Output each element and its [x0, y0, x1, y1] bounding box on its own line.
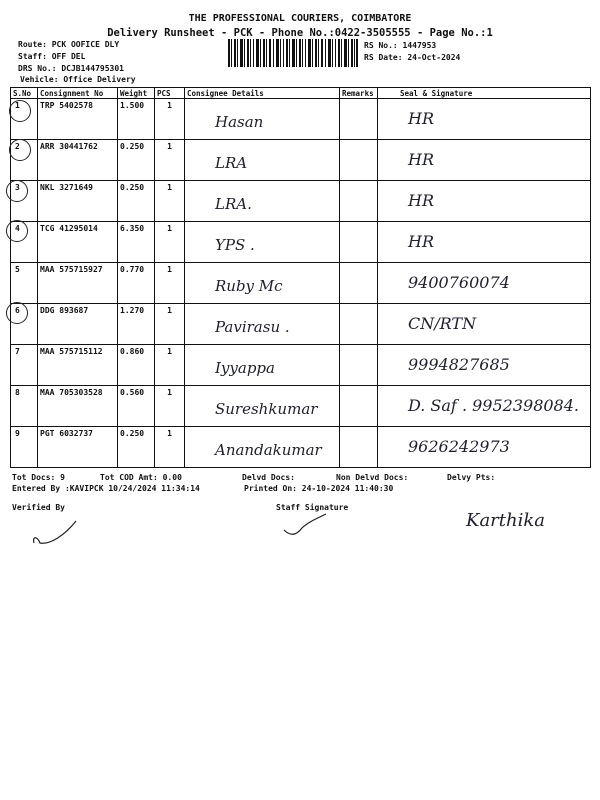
cell-sno: 1 [11, 99, 38, 140]
cell-consignee [185, 140, 340, 181]
sno-circle-mark [9, 100, 31, 122]
staff-label: Staff: OFF DEL [18, 52, 86, 61]
staff-signature-label: Staff Signature [276, 503, 349, 512]
cell-consignment: MAA 705303528 [38, 386, 118, 427]
cell-signature [378, 304, 591, 345]
sno-circle-mark [6, 302, 28, 324]
table-row [11, 304, 591, 345]
cell-signature [378, 386, 591, 427]
cell-remarks [340, 304, 378, 345]
sno-circle-mark [6, 220, 28, 242]
handwritten-consignee: Iyyappa [215, 359, 275, 377]
col-remarks: Remarks [340, 88, 378, 99]
delivered-docs: Delvd Docs: [242, 473, 295, 482]
cell-weight: 0.560 [118, 386, 155, 427]
handwritten-signature: CN/RTN [408, 314, 477, 333]
cell-remarks [340, 140, 378, 181]
staff-signature [280, 510, 330, 540]
cell-remarks [340, 99, 378, 140]
table-row [11, 181, 591, 222]
runsheet-table [10, 87, 591, 468]
cell-sno: 4 [11, 222, 38, 263]
col-consignee: Consignee Details [185, 88, 340, 99]
table-row [11, 386, 591, 427]
total-docs: Tot Docs: 9 [12, 473, 65, 482]
cell-consignment: TRP 5402578 [38, 99, 118, 140]
cell-consignment: PGT 6032737 [38, 427, 118, 468]
handwritten-consignee: Anandakumar [215, 441, 322, 459]
cell-consignee [185, 386, 340, 427]
cell-consignment: MAA 575715112 [38, 345, 118, 386]
table-row [11, 99, 591, 140]
cell-sno: 9 [11, 427, 38, 468]
cell-signature [378, 427, 591, 468]
cell-signature [378, 345, 591, 386]
handwritten-consignee: Sureshkumar [215, 400, 318, 418]
cell-signature [378, 222, 591, 263]
table-row [11, 427, 591, 468]
rs-number: RS No.: 1447953 [364, 41, 437, 50]
cell-pcs: 1 [155, 304, 185, 345]
cell-weight: 6.350 [118, 222, 155, 263]
cell-remarks [340, 345, 378, 386]
handwritten-name: Karthika [466, 510, 546, 531]
cell-consignment: DDG 893687 [38, 304, 118, 345]
cell-weight: 1.500 [118, 99, 155, 140]
col-weight: Weight [118, 88, 155, 99]
sno-circle-mark [9, 139, 31, 161]
cell-pcs: 1 [155, 386, 185, 427]
cell-remarks [340, 427, 378, 468]
handwritten-signature: HR [408, 232, 434, 251]
table-row [11, 140, 591, 181]
cell-signature [378, 99, 591, 140]
sno-circle-mark [6, 180, 28, 202]
cell-consignment: NKL 3271649 [38, 181, 118, 222]
verified-signature [30, 515, 80, 550]
runsheet-title: Delivery Runsheet - PCK - Phone No.:0422-3505555 - Page No.:1 [107, 27, 493, 39]
handwritten-signature: 9994827685 [408, 355, 510, 374]
cell-consignee [185, 304, 340, 345]
cell-sno: 2 [11, 140, 38, 181]
non-delivered-docs: Non Delvd Docs: [336, 473, 409, 482]
table-row [11, 345, 591, 386]
handwritten-consignee: LRA [215, 154, 248, 172]
cell-remarks [340, 386, 378, 427]
handwritten-signature: 9400760074 [408, 273, 510, 292]
cell-pcs: 1 [155, 263, 185, 304]
col-consignment: Consignment No [38, 88, 118, 99]
cell-sno: 5 [11, 263, 38, 304]
cell-consignee [185, 427, 340, 468]
col-pcs: PCS [155, 88, 185, 99]
cell-consignee [185, 345, 340, 386]
handwritten-consignee: LRA. [215, 195, 252, 213]
cell-consignment: TCG 41295014 [38, 222, 118, 263]
rs-date: RS Date: 24-Oct-2024 [364, 53, 461, 62]
route-label: Route: PCK OOFICE DLY [18, 40, 120, 49]
cell-weight: 0.250 [118, 181, 155, 222]
cell-consignee [185, 181, 340, 222]
cell-consignee [185, 99, 340, 140]
cell-sno: 6 [11, 304, 38, 345]
cell-pcs: 1 [155, 99, 185, 140]
barcode [228, 39, 358, 67]
vehicle-label: Vehicle: Office Delivery [20, 75, 136, 84]
entered-by: Entered By :KAVIPCK 10/24/2024 11:34:14 [12, 484, 200, 493]
company-title: THE PROFESSIONAL COURIERS, COIMBATORE [188, 13, 412, 24]
table-row [11, 263, 591, 304]
handwritten-signature: HR [408, 109, 434, 128]
cell-consignment: ARR 30441762 [38, 140, 118, 181]
cell-pcs: 1 [155, 427, 185, 468]
handwritten-signature: D. Saf . 9952398084. [408, 396, 579, 415]
cell-weight: 0.770 [118, 263, 155, 304]
drs-label: DRS No.: DCJB144795301 [18, 64, 124, 73]
cell-sno: 3 [11, 181, 38, 222]
cell-weight: 0.860 [118, 345, 155, 386]
col-signature: Seal & Signature [378, 88, 591, 99]
printed-on: Printed On: 24-10-2024 11:40:30 [244, 484, 394, 493]
handwritten-consignee: Ruby Mc [215, 277, 283, 295]
handwritten-signature: HR [408, 150, 434, 169]
verified-by-label: Verified By [12, 503, 65, 512]
cell-remarks [340, 263, 378, 304]
cell-weight: 0.250 [118, 427, 155, 468]
cell-signature [378, 263, 591, 304]
cell-pcs: 1 [155, 140, 185, 181]
cell-remarks [340, 222, 378, 263]
cell-signature [378, 140, 591, 181]
cell-weight: 0.250 [118, 140, 155, 181]
cell-pcs: 1 [155, 181, 185, 222]
total-cod: Tot COD Amt: 0.00 [100, 473, 182, 482]
handwritten-signature: HR [408, 191, 434, 210]
table-header-row [11, 88, 591, 99]
cell-sno: 8 [11, 386, 38, 427]
table-row [11, 222, 591, 263]
cell-sno: 7 [11, 345, 38, 386]
handwritten-signature: 9626242973 [408, 437, 510, 456]
col-sno: S.No [11, 88, 38, 99]
delivery-points: Delvy Pts: [447, 473, 496, 482]
cell-pcs: 1 [155, 222, 185, 263]
handwritten-consignee: YPS . [215, 236, 255, 254]
cell-consignee [185, 263, 340, 304]
cell-consignment: MAA 575715927 [38, 263, 118, 304]
cell-remarks [340, 181, 378, 222]
handwritten-consignee: Hasan [215, 113, 264, 131]
cell-weight: 1.270 [118, 304, 155, 345]
handwritten-consignee: Pavirasu . [215, 318, 290, 336]
cell-consignee [185, 222, 340, 263]
cell-pcs: 1 [155, 345, 185, 386]
cell-signature [378, 181, 591, 222]
